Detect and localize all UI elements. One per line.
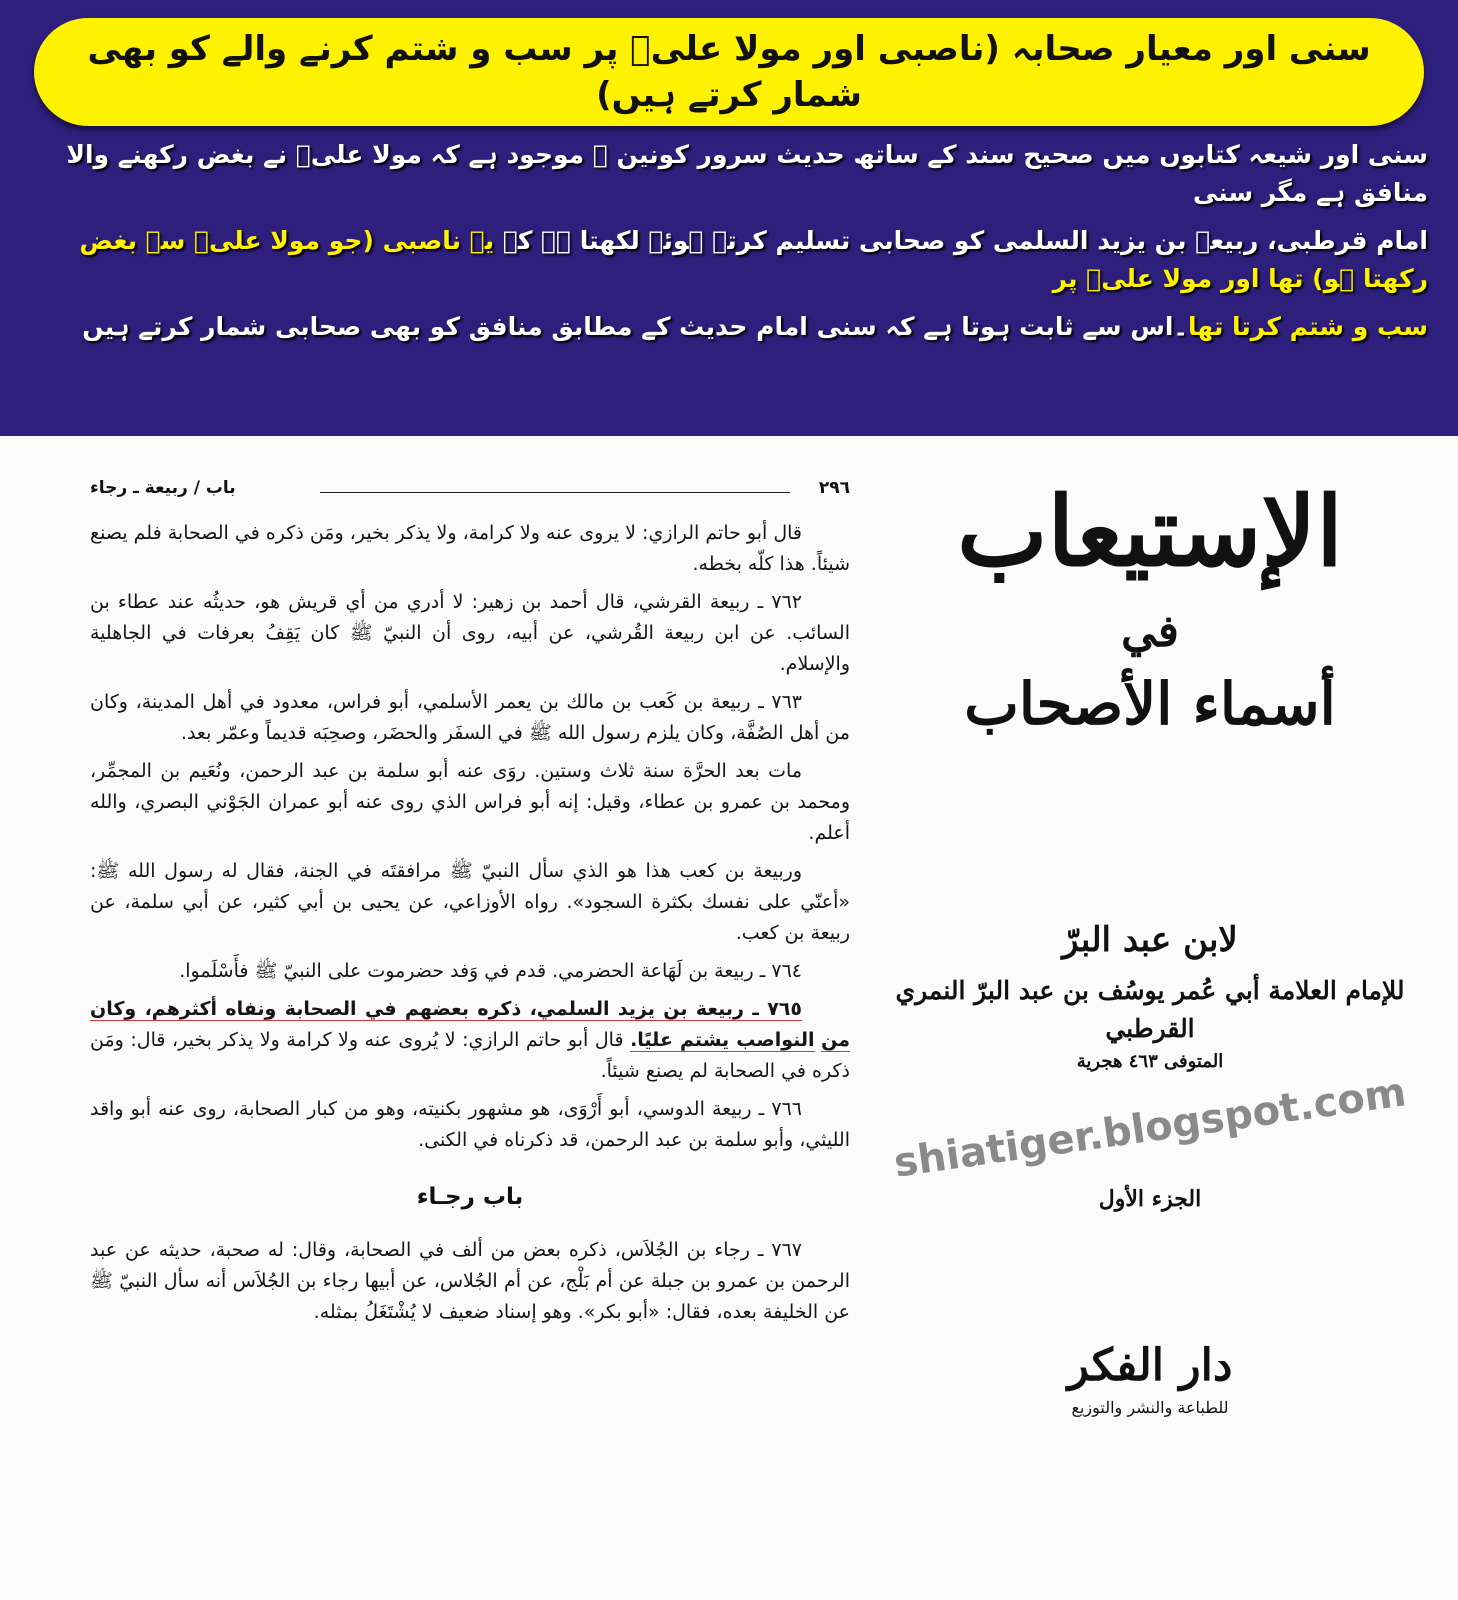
book-subtitle: أسماء الأصحاب: [964, 670, 1336, 738]
banner-line-3-highlight: سب و شتم کرتا تھا: [1188, 312, 1428, 341]
text-line: المدينة، وكان من أهل الصُفَّة، وكان يلزم رسول الله ﷺ في السفَر والحضَر، وصحِبَه: [90, 691, 850, 744]
header-rule: [320, 492, 790, 493]
text-line: الجُلاَس أنه سأل النبيّ ﷺ عن الخليفة بعده، فقال: «أبو بكر». وهو إسناد ضعيف: [90, 1270, 850, 1323]
entry-764: [90, 956, 850, 987]
banner-line-1: سنی اور شیعہ کتابوں میں صحیح سند کے ساتھ حدیث سرور کونین ﷺ موجود ہے کہ مولا علیؑ نے بغض رکھنے والا منافق ہے مگر سنی: [66, 140, 1428, 207]
page-body: [90, 518, 850, 1335]
banner-line-3: [0, 308, 1458, 346]
paragraph: [90, 756, 850, 849]
entry-766: [90, 1094, 850, 1156]
text-line: قال أبو حاتم الرازي: لا يروى عنه ولا كرامة، ولا يذكر بخير، ومَن ذكره في: [234, 522, 803, 544]
text-line: قديماً وعمّر بعد.: [180, 722, 307, 744]
text-line: الجاهلية والإسلام.: [90, 622, 850, 675]
text-line: كثير، عن أبي سلمة، عن ربيعة بن كعب.: [90, 891, 850, 944]
author-full: للإمام العلامة أبي عُمر يوسُف بن عبد البرّ النمري القرطبي: [895, 976, 1405, 1043]
text-line: ٧٦٦ ـ ربيعة الدوسي، أبو أَرْوَى، هو مشهور بكنيته، وهو من كبار الصحابة، روى: [192, 1098, 802, 1120]
text-line: ٧٦٤ ـ ربيعة بن لَهَاعة الحضرمي. قدم في وَفد حضرموت على النبيّ ﷺ فأَسْلَموا.: [179, 960, 802, 982]
text-line: ٧٦٢ ـ ربيعة القرشي، قال أحمد بن زهير: لا أدري من أي قريش هو، حديثُه عند: [167, 591, 802, 613]
volume-label: الجزء الأول: [1098, 1186, 1202, 1212]
banner-line-3-plain: ۔اس سے ثابت ہوتا ہے کہ سنی امام حدیث کے مطابق منافق کو بھی صحابی شمار کرتے ہیں: [82, 312, 1189, 341]
text-fragment: قال أبو حاتم الرازي: لا يُروى عنه ولا كرامة ولا يذكر بخير، قال:: [130, 1029, 631, 1051]
banner-line-2-plain: امام قرطبی، ربیعہ بن یزید السلمی کو صحابی تسلیم کرتے ہوئے لکھتا ہے کہ: [494, 226, 1428, 255]
watermark: shiatiger.blogspot.com: [891, 1069, 1409, 1187]
text-line: عنه أبو واقد الليثي، وأبو سلمة بن عبد الرحمن، قد ذكرناه في الكنى.: [90, 1098, 850, 1151]
underlined-phrase: النواصب يشتم عليًا.: [630, 1029, 815, 1051]
text-line: رسول الله ﷺ: «أعنّي على نفسك بكثرة السجود». رواه الأوزاعي، عن يحيى بن أبي: [90, 860, 851, 913]
entry-762: [90, 587, 850, 680]
text-line: المجمِّر، ومحمد بن عمرو بن عطاء، وقيل: إنه أبو فراس الذي روى عنه أبو عمران: [90, 760, 850, 813]
publisher-logo: دار الفكر: [1067, 1340, 1233, 1391]
text-line: ٧٦٣ ـ ربيعة بن كَعب بن مالك بن يعمر الأسلمي، أبو فراس، معدود في أهل: [202, 691, 802, 713]
page-header: [90, 478, 850, 504]
paragraph: [90, 856, 850, 949]
publisher-tagline: للطباعة والنشر والتوزيع: [1071, 1398, 1229, 1417]
book-cover: [870, 462, 1430, 1420]
entry-767: [90, 1235, 850, 1328]
text-line: ومَن ذكره في الصحابة لم يصنع شيئاً.: [90, 1029, 850, 1082]
paragraph: [90, 518, 850, 580]
book-title-fi: في: [1121, 606, 1179, 657]
death-date: المتوفى ٤٦٣ هجرية: [1076, 1051, 1224, 1072]
entry-765: [90, 994, 850, 1087]
urdu-banner: [0, 0, 1458, 436]
text-line: مات بعد الحرَّة سنة ثلاث وستين. روَى عنه أبو سلمة بن عبد الرحمن، ونُعَيم بن: [160, 760, 802, 782]
text-line: لا يُشْتَغَلُ بمثله.: [313, 1301, 433, 1323]
text-line: حديثه عن عبد الرحمن بن عمرو بن جبلة عن أم بَلْج، عن أم الجُلاس، عن أبيها رجاء بن: [90, 1239, 850, 1292]
page-number: ٢٩٦: [818, 478, 850, 498]
author-short: لابن عبد البرّ: [1062, 920, 1238, 960]
book-title: الإستيعاب: [957, 475, 1343, 588]
headline-pill: [34, 18, 1424, 126]
headline-text: سنی اور معیار صحابہ (ناصبی اور مولا علیؑ پر سب و شتم کرنے والے کو بھی شمار کرتے ہیں): [87, 29, 1371, 115]
underlined-line-765: ٧٦٥ ـ ربيعة بن يزيد السلمي، ذكره بعضهم في الصحابة ونفاه أكثرهم، وكان من: [90, 998, 850, 1051]
text-line: ٧٦٧ ـ رجاء بن الجُلاَس، ذكره بعض من ألف في الصحابة، وقال: له صحبة،: [209, 1239, 803, 1261]
running-head: باب / ربيعة ـ رجاء: [90, 478, 236, 498]
text-line: الصحابة فلم يصنع شيئاً. هذا كلّه بخطه.: [90, 522, 850, 575]
chapter-heading: باب رجـاء: [416, 1184, 524, 1210]
text-line: الجَوْني البصري، والله أعلم.: [90, 791, 850, 844]
banner-line-2: [0, 222, 1458, 298]
entry-763: [90, 687, 850, 749]
text-line: وربيعة بن كعب هذا هو الذي سأل النبيّ ﷺ مرافقتَه في الجنة، فقال له: [221, 860, 802, 882]
text-line: عطاء بن السائب. عن ابن ربيعة القُرشي، عن أبيه، روى أن النبيّ ﷺ كان يَقِفُ بعرفات في: [90, 591, 850, 644]
banner-line-2-highlight: یہ ناصبی (جو مولا علیؑ سے بغض رکھتا ہو) تھا اور مولا علیؑ پر: [79, 226, 1428, 293]
